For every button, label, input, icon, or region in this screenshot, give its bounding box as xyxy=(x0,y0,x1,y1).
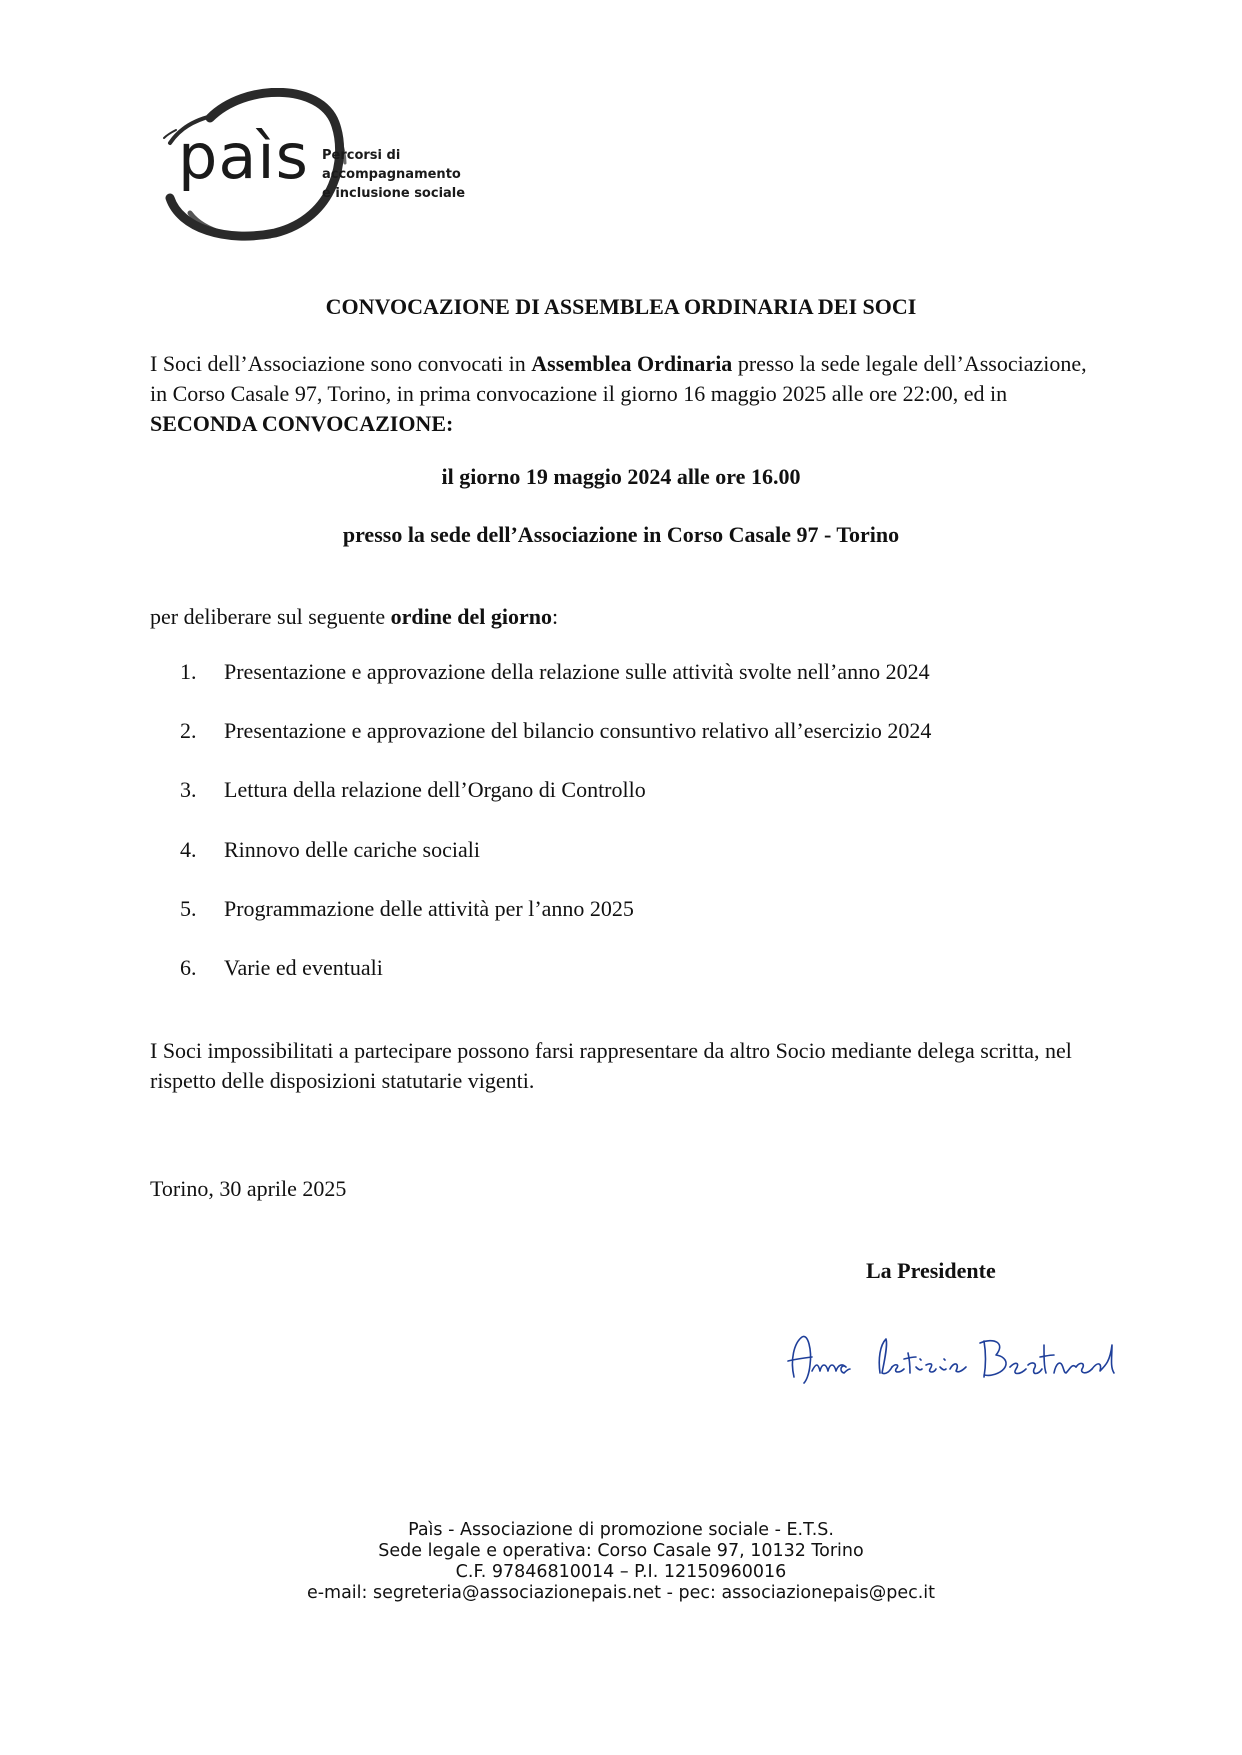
intro-bold-assembly: Assemblea Ordinaria xyxy=(531,351,733,376)
intro-paragraph xyxy=(150,349,1095,439)
agenda-item xyxy=(180,775,931,834)
logo-wordmark: paìs xyxy=(178,120,309,193)
agenda-item-number: 5. xyxy=(180,895,197,921)
logo-tagline-line: e inclusione sociale xyxy=(322,186,466,201)
agenda-item-text: Varie ed eventuali xyxy=(224,954,383,980)
footer-line: C.F. 97846810014 – P.I. 12150960016 xyxy=(455,1562,787,1582)
agenda-item-text: Programmazione delle attività per l’anno 2025 xyxy=(224,895,634,921)
handwritten-signature xyxy=(780,1305,1130,1405)
agenda-lead-text: per deliberare sul seguente xyxy=(150,604,391,629)
footer xyxy=(0,1520,1242,1604)
agenda-item xyxy=(180,657,931,716)
agenda-item-text: Presentazione e approvazione della relazione sulle attività svolte nell’anno 2024 xyxy=(224,659,930,684)
agenda-item-number: 2. xyxy=(180,718,197,744)
signatory-role: La Presidente xyxy=(866,1258,996,1283)
agenda-item-text: Rinnovo delle cariche sociali xyxy=(224,836,480,862)
agenda-lead xyxy=(150,602,1095,632)
agenda-list xyxy=(180,657,931,1012)
date-place: Torino, 30 aprile 2025 xyxy=(150,1176,347,1201)
agenda-lead-text: : xyxy=(552,604,559,629)
document-title: CONVOCAZIONE DI ASSEMBLEA ORDINARIA DEI SOCI xyxy=(325,294,917,319)
agenda-item-text: Lettura della relazione dell’Organo di Controllo xyxy=(224,777,646,803)
agenda-item-number: 3. xyxy=(180,777,197,803)
intro-bold-second-call: SECONDA CONVOCAZIONE: xyxy=(150,411,454,436)
agenda-item xyxy=(180,716,931,775)
logo-tagline xyxy=(322,146,465,203)
footer-line: Paìs - Associazione di promozione sociale - E.T.S. xyxy=(408,1520,834,1540)
footer-line: Sede legale e operativa: Corso Casale 97, 10132 Torino xyxy=(378,1541,864,1561)
second-call-date: il giorno 19 maggio 2024 alle ore 16.00 xyxy=(441,464,801,489)
second-call-place: presso la sede dell’Associazione in Corso Casale 97 - Torino xyxy=(342,522,900,547)
agenda-item xyxy=(180,894,931,953)
agenda-item-number: 6. xyxy=(180,954,197,980)
agenda-item xyxy=(180,953,931,1012)
footer-line: e-mail: segreteria@associazionepais.net - pec: associazionepais@pec.it xyxy=(306,1583,936,1603)
agenda-item-text: Presentazione e approvazione del bilancio consuntivo relativo all’esercizio 2024 xyxy=(224,718,932,744)
intro-text: presso la sede legale dell’Associazione, in Corso Casale 97, Torino, in prima convocazione il giorno 16 maggio 2025 alle ore 22:00, ed in xyxy=(150,351,1087,406)
logo xyxy=(150,88,480,253)
agenda-item xyxy=(180,835,931,894)
agenda-lead-bold: ordine del giorno xyxy=(390,604,553,629)
logo-tagline-line: accompagnamento xyxy=(322,167,461,182)
agenda-item-number: 1. xyxy=(180,659,197,684)
agenda-item-number: 4. xyxy=(180,836,197,862)
logo-tagline-line: Percorsi di xyxy=(322,148,401,163)
proxy-note: I Soci impossibilitati a partecipare possono farsi rappresentare da altro Socio mediante delega scritta, nel rispetto delle disposizioni statutarie vigenti. xyxy=(150,1038,1072,1093)
intro-text: I Soci dell’Associazione sono convocati in xyxy=(150,351,532,376)
